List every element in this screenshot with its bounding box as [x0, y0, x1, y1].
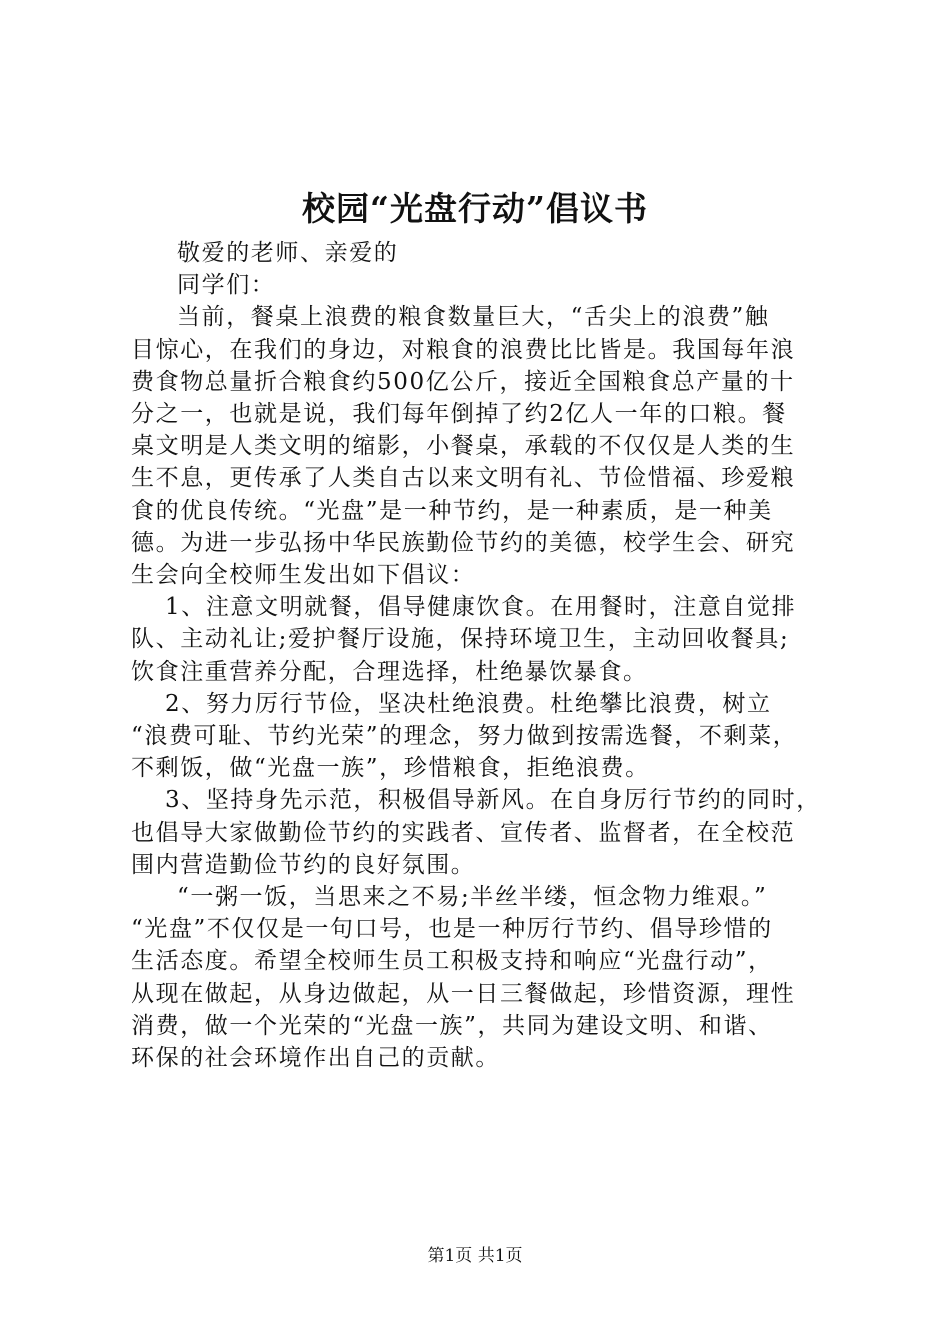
- closing-line: 生活态度。希望全校师生员工积极支持和响应“光盘行动”，: [131, 948, 773, 975]
- document-body: [131, 237, 831, 1074]
- proposal-item-3-line: 围内营造勤俭节约的良好氛围。: [131, 851, 476, 878]
- intro-line: 德。为进一步弘扬中华民族勤俭节约的美德，校学生会、研究: [131, 529, 796, 556]
- document-title: 校园“光盘行动”倡议书: [302, 189, 648, 228]
- intro-line: 食的优良传统。“光盘”是一种节约，是一种素质，是一种美: [131, 497, 773, 524]
- page-footer: 第1页 共1页: [427, 1246, 523, 1266]
- salutation-line: 同学们：: [177, 272, 276, 299]
- proposal-item-1-line: 饮食注重营养分配，合理选择，杜绝暴饮暴食。: [131, 658, 648, 685]
- closing-line: 从现在做起，从身边做起，从一日三餐做起，珍惜资源，理性: [131, 980, 796, 1007]
- proposal-item-3-line: 3、坚持身先示范，积极倡导新风。在自身厉行节约的同时，: [165, 787, 821, 814]
- intro-line: 目惊心，在我们的身边，对粮食的浪费比比皆是。我国每年浪: [131, 336, 796, 363]
- intro-line: 生会向全校师生发出如下倡议：: [131, 562, 476, 589]
- proposal-item-1-line: 队、主动礼让;爱护餐厅设施，保持环境卫生，主动回收餐具;: [131, 626, 790, 653]
- proposal-item-2-line: 不剩饭，做“光盘一族”，珍惜粮食，拒绝浪费。: [131, 755, 650, 782]
- intro-line: 生不息，更传承了人类自古以来文明有礼、节俭惜福、珍爱粮: [131, 465, 796, 492]
- intro-line: 当前，餐桌上浪费的粮食数量巨大，“舌尖上的浪费”触: [177, 304, 770, 331]
- intro-line: 费食物总量折合粮食约500亿公斤，接近全国粮食总产量的十: [131, 368, 795, 395]
- proposal-item-2-line: 2、努力厉行节俭，坚决杜绝浪费。杜绝攀比浪费，树立: [165, 690, 772, 717]
- proposal-item-2-line: “浪费可耻、节约光荣”的理念，努力做到按需选餐，不剩菜，: [131, 723, 798, 750]
- closing-line: “一粥一饭，当思来之不易;半丝半缕，恒念物力维艰。”: [177, 884, 768, 911]
- proposal-item-3-line: 也倡导大家做勤俭节约的实践者、宣传者、监督者，在全校范: [131, 819, 796, 846]
- intro-line: 桌文明是人类文明的缩影，小餐桌，承载的不仅仅是人类的生: [131, 433, 796, 460]
- closing-line: “光盘”不仅仅是一句口号，也是一种厉行节约、倡导珍惜的: [131, 916, 773, 943]
- proposal-item-1-line: 1、注意文明就餐，倡导健康饮食。在用餐时，注意自觉排: [165, 594, 797, 621]
- intro-line: 分之一，也就是说，我们每年倒掉了约2亿人一年的口粮。餐: [131, 401, 787, 428]
- salutation-line: 敬爱的老师、亲爱的: [177, 240, 399, 266]
- closing-line: 消费，做一个光荣的“光盘一族”，共同为建设文明、和谐、: [131, 1012, 773, 1039]
- closing-line: 环保的社会环境作出自己的贡献。: [131, 1045, 500, 1072]
